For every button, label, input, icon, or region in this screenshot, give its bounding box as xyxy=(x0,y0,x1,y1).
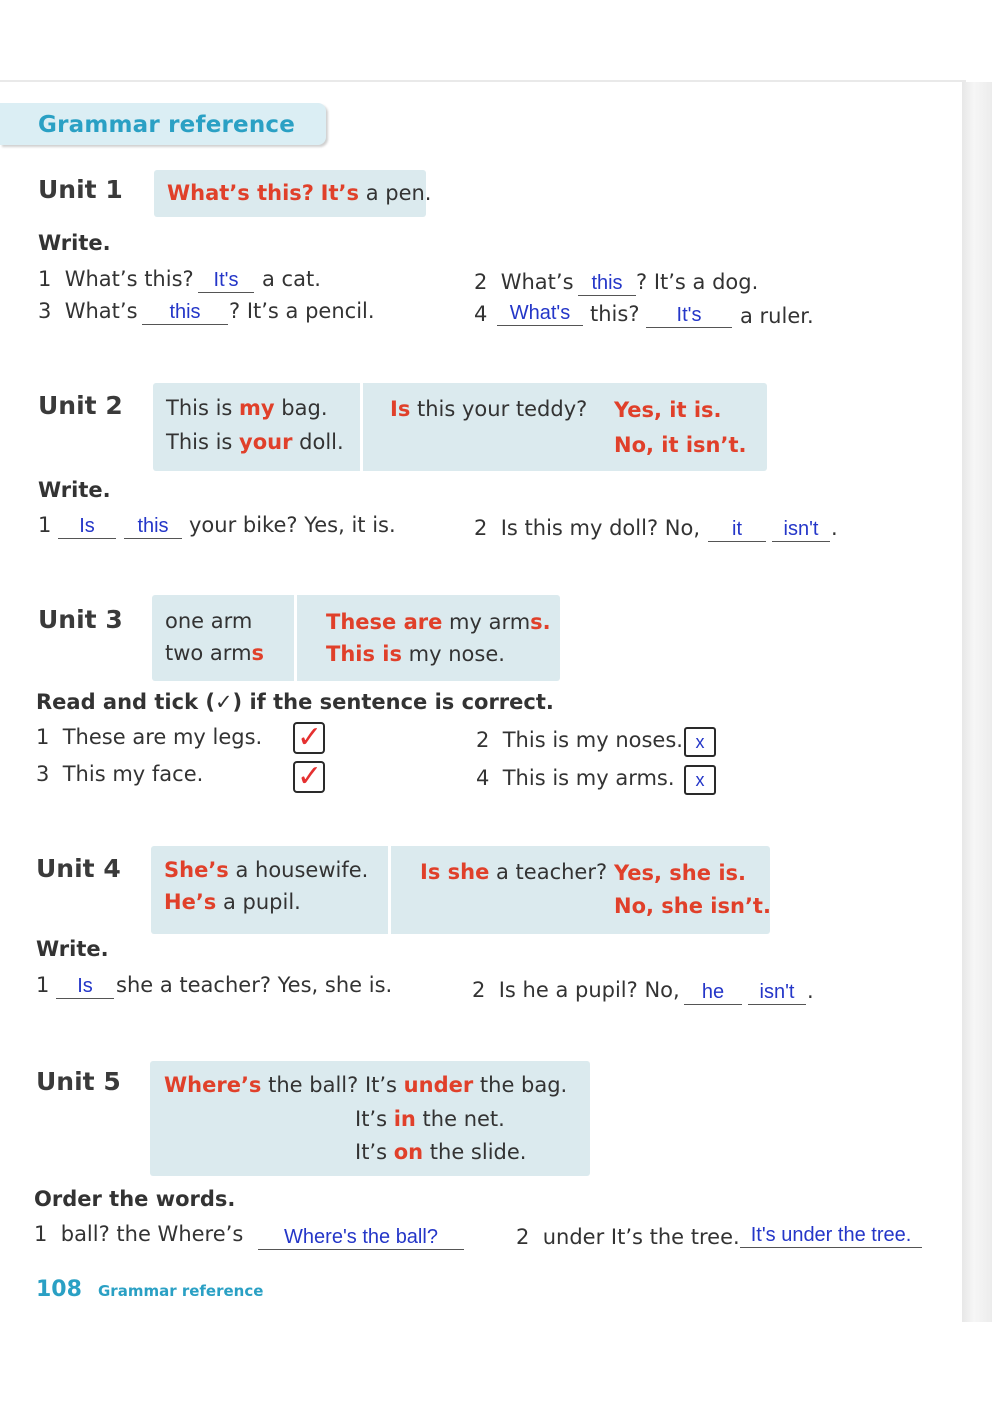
book-spine-shadow xyxy=(962,82,992,1322)
unit-2-instruction: Write. xyxy=(38,478,111,502)
unit-3-item-3: 3 This my face. xyxy=(36,762,204,786)
unit-2-item-2-answer-2[interactable]: isn't xyxy=(772,517,830,542)
unit-4-item-1-answer[interactable]: Is xyxy=(56,974,114,999)
unit-4-ex-left-1: She’s a housewife. xyxy=(164,858,369,882)
unit-4-ex-no: No, she isn’t. xyxy=(614,894,771,918)
unit-3-ex-right-2: This is my nose. xyxy=(326,642,505,666)
unit-4-item-1-tail: she a teacher? Yes, she is. xyxy=(116,973,393,997)
unit-4-label: Unit 4 xyxy=(36,854,121,883)
unit-1-item-4-answer-2[interactable]: It's xyxy=(646,303,732,328)
unit-1-item-4-tail: a ruler. xyxy=(740,304,814,328)
unit-1-item-2-answer[interactable]: this xyxy=(578,271,636,296)
unit-2-ex-line-2: This is your doll. xyxy=(166,430,344,454)
unit-5-item-2-answer[interactable]: It's under the tree. xyxy=(740,1223,922,1248)
unit-5-ex-line-1: Where’s the ball? It’s under the bag. xyxy=(164,1073,568,1097)
unit-5-ex-line-3: It’s on the slide. xyxy=(355,1140,527,1164)
unit-3-instruction: Read and tick (✓) if the sentence is correct. xyxy=(36,690,554,714)
unit-2-item-2: 2 Is this my doll? No, xyxy=(474,516,700,540)
unit-4-ex-yes: Yes, she is. xyxy=(614,861,746,885)
unit-1-item-4-mid: this? xyxy=(590,302,640,326)
unit-4-item-2-tail: . xyxy=(807,979,814,1003)
unit-5-ex-line-2: It’s in the net. xyxy=(355,1107,505,1131)
unit-3-item-4: 4 This is my arms. xyxy=(476,766,675,790)
unit-3-ex-left-1: one arm xyxy=(165,609,253,633)
unit-4-item-2-answer-2[interactable]: isn't xyxy=(748,980,806,1005)
unit-2-ex-line-1: This is my bag. xyxy=(166,396,328,420)
unit-5-item-1: 1 ball? the Where’s xyxy=(34,1222,244,1246)
unit-1-item-3-answer[interactable]: this xyxy=(142,300,228,325)
unit-3-label: Unit 3 xyxy=(38,605,123,634)
unit-1-item-1-tail: a cat. xyxy=(262,267,321,291)
unit-1-instruction: Write. xyxy=(38,231,111,255)
unit-1-item-3: 3 What’s xyxy=(38,299,138,323)
top-edge xyxy=(0,80,966,82)
unit-5-item-1-answer[interactable]: Where's the ball? xyxy=(258,1225,464,1250)
unit-1-example: What’s this? It’s a pen. xyxy=(167,181,432,205)
unit-3-item-1-checkbox[interactable]: ✓ xyxy=(293,722,325,754)
unit-2-ex-yes: Yes, it is. xyxy=(614,398,722,422)
unit-2-item-2-tail: . xyxy=(831,516,838,540)
unit-5-label: Unit 5 xyxy=(36,1067,121,1096)
unit-1-item-2: 2 What’s xyxy=(474,270,574,294)
unit-3-item-2-checkbox[interactable]: x xyxy=(684,727,716,757)
unit-4-instruction: Write. xyxy=(36,937,109,961)
unit-1-item-3-tail: ? It’s a pencil. xyxy=(229,299,375,323)
unit-1-item-1-answer[interactable]: It's xyxy=(198,268,254,293)
unit-1-item-1: 1 What’s this? xyxy=(38,267,194,291)
unit-5-instruction: Order the words. xyxy=(34,1187,236,1211)
page-number: 108 xyxy=(36,1277,82,1302)
unit-5-item-2: 2 under It’s the tree. xyxy=(516,1225,740,1249)
unit-3-item-3-checkbox[interactable]: ✓ xyxy=(293,761,325,793)
unit-2-label: Unit 2 xyxy=(38,391,123,420)
unit-2-ex-question: Is this your teddy? xyxy=(390,397,588,421)
unit-1-item-4-answer-1[interactable]: What's xyxy=(497,301,583,326)
page-title: Grammar reference xyxy=(38,112,296,138)
unit-4-item-1-num: 1 xyxy=(36,973,50,997)
unit-3-example-box xyxy=(152,595,560,681)
unit-3-item-4-checkbox[interactable]: x xyxy=(684,765,716,795)
unit-1-label: Unit 1 xyxy=(38,175,123,204)
unit-2-ex-no: No, it isn’t. xyxy=(614,433,747,457)
unit-3-ex-left-2: two arms xyxy=(165,641,265,665)
unit-2-item-1-answer-1[interactable]: Is xyxy=(58,514,116,539)
unit-1-item-4-num: 4 xyxy=(474,302,488,326)
unit-3-ex-right-1: These are my arms. xyxy=(326,610,551,634)
unit-2-item-1-num: 1 xyxy=(38,513,52,537)
unit-3-item-2: 2 This is my noses. xyxy=(476,728,683,752)
unit-4-ex-question: Is she a teacher? xyxy=(420,860,608,884)
unit-4-item-2: 2 Is he a pupil? No, xyxy=(472,978,680,1002)
unit-3-item-1: 1 These are my legs. xyxy=(36,725,263,749)
unit-2-divider xyxy=(360,383,363,471)
unit-4-ex-left-2: He’s a pupil. xyxy=(164,890,301,914)
unit-3-divider xyxy=(294,595,297,681)
unit-4-divider xyxy=(388,846,391,934)
unit-1-item-2-tail: ? It’s a dog. xyxy=(636,270,759,294)
unit-2-item-1-answer-2[interactable]: this xyxy=(124,514,182,539)
footer-label: Grammar reference xyxy=(98,1282,264,1300)
unit-2-item-1-tail: your bike? Yes, it is. xyxy=(189,513,396,537)
unit-2-item-2-answer-1[interactable]: it xyxy=(708,517,766,542)
header-tab xyxy=(0,103,326,145)
unit-4-item-2-answer-1[interactable]: he xyxy=(684,980,742,1005)
